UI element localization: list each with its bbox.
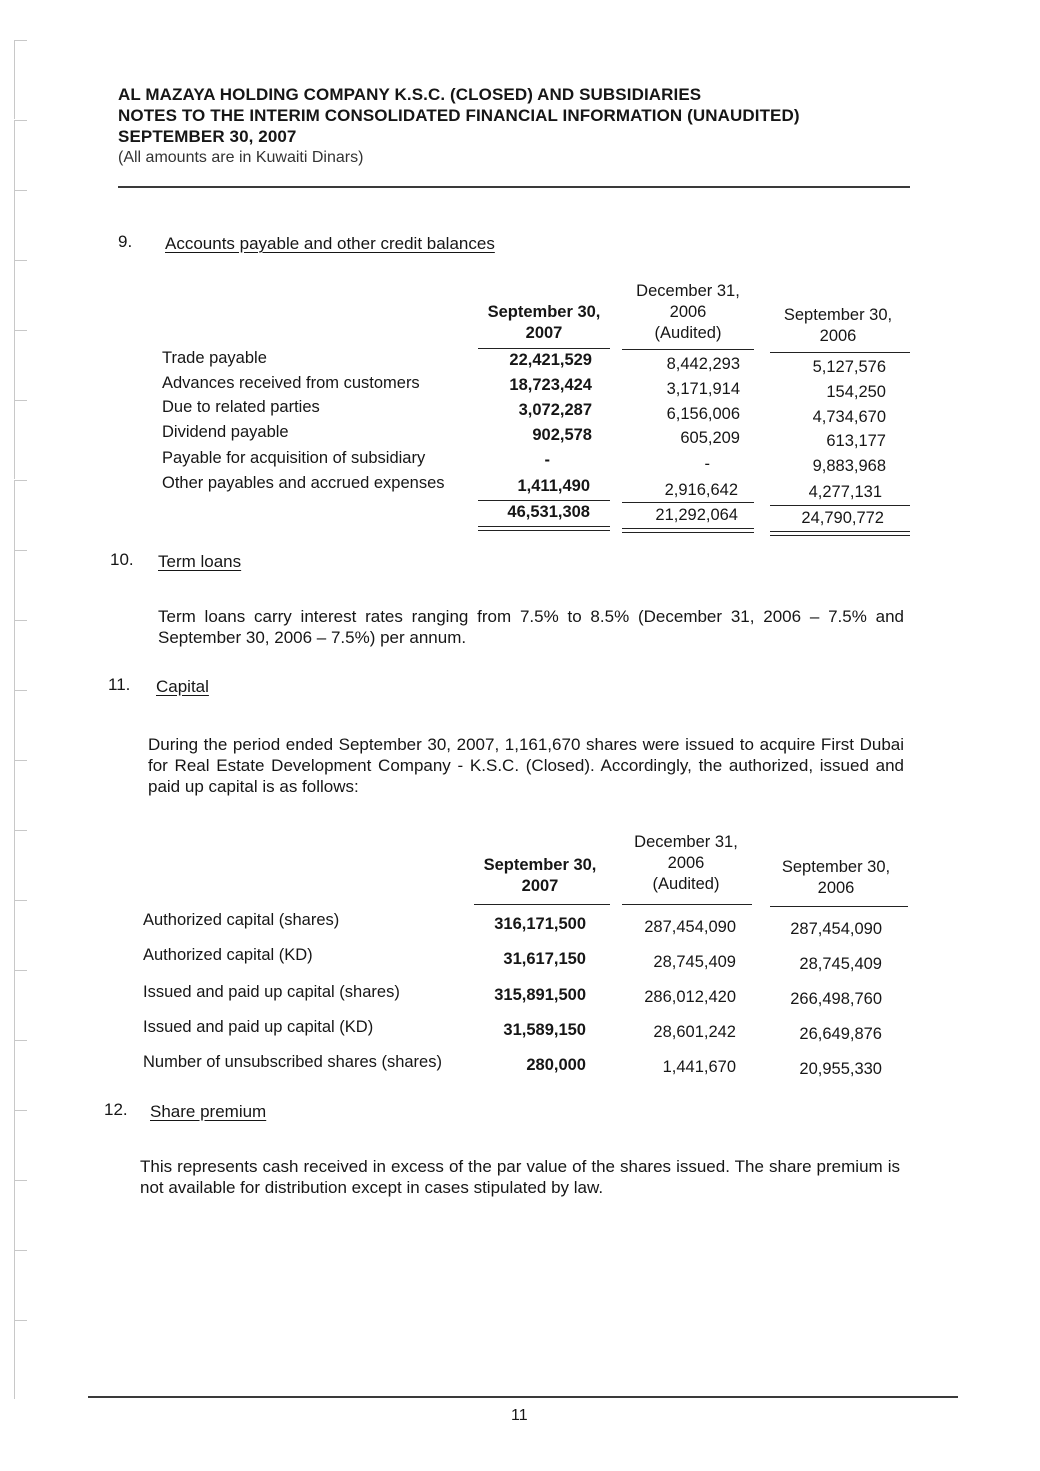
table-cell: 3,072,287 — [518, 401, 592, 419]
col-header-line — [762, 836, 910, 857]
binding-marks — [14, 40, 44, 1440]
header-rule — [118, 186, 910, 188]
col-header-line: 2006 — [819, 327, 857, 345]
amounts-note: (All amounts are in Kuwaiti Dinars) — [118, 149, 364, 166]
report-date: SEPTEMBER 30, 2007 — [118, 127, 297, 146]
table-row-label: Authorized capital (shares) — [143, 911, 340, 929]
note-11-title: Capital — [156, 677, 209, 696]
table-cell: 28,745,409 — [653, 953, 736, 971]
total-double-line — [770, 531, 910, 536]
binding-mark — [14, 330, 27, 409]
table-cell: 286,012,420 — [644, 988, 736, 1006]
capital-col-2-header — [616, 832, 756, 895]
note-10-title: Term loans — [158, 552, 242, 571]
table-row-label: Trade payable — [162, 349, 267, 367]
table-cell: 31,589,150 — [503, 1021, 586, 1039]
header-underline — [474, 904, 610, 905]
capital-col-1-header — [470, 834, 610, 897]
note-12-title: Share premium — [150, 1102, 267, 1121]
capital-col-3-header — [762, 836, 910, 899]
col-header-line — [764, 284, 912, 305]
payables-col-2-header — [618, 281, 758, 344]
page-number: 11 — [511, 1407, 528, 1424]
binding-mark — [14, 40, 27, 119]
table-cell: 18,723,424 — [509, 376, 592, 394]
binding-mark — [14, 1040, 27, 1119]
table-row-label: Other payables and accrued expenses — [162, 474, 445, 492]
table-cell: 31,617,150 — [503, 950, 586, 968]
header-underline — [770, 906, 908, 907]
header-underline — [622, 904, 752, 905]
binding-mark — [14, 1180, 27, 1259]
table-cell: - — [544, 451, 550, 469]
note-12-text: This represents cash received in excess of the par value of the shares issued. The share premium is not available for distribution except in cases stipulated by law. — [140, 1157, 900, 1197]
binding-mark — [14, 190, 27, 269]
table-cell: 9,883,968 — [812, 457, 886, 475]
note-10-text: Term loans carry interest rates ranging from 7.5% to 8.5% (December 31, 2006 – 7.5% and September 30, 2006 – 7.5%) per annum. — [158, 607, 904, 647]
table-cell: 613,177 — [826, 432, 886, 450]
table-cell: 22,421,529 — [509, 351, 592, 369]
col-header-line: (Audited) — [654, 324, 722, 342]
table-row-label: Number of unsubscribed shares (shares) — [143, 1053, 442, 1071]
table-cell: 1,411,490 — [517, 477, 590, 495]
notes-title: NOTES TO THE INTERIM CONSOLIDATED FINANCIAL INFORMATION (UNAUDITED) — [118, 106, 800, 125]
table-row-label: Dividend payable — [162, 423, 289, 441]
note-10-number: 10. — [110, 550, 134, 569]
binding-mark — [14, 620, 27, 699]
table-cell: 3,171,914 — [666, 380, 740, 398]
table-row-label: Payable for acquisition of subsidiary — [162, 449, 426, 467]
header-underline — [770, 352, 910, 353]
table-row-label: Due to related parties — [162, 398, 320, 416]
binding-mark — [14, 1320, 27, 1399]
binding-mark — [14, 970, 27, 1049]
binding-mark — [14, 260, 27, 339]
binding-mark — [14, 1250, 27, 1329]
binding-mark — [14, 480, 27, 559]
table-total: 46,531,308 — [507, 503, 590, 521]
col-header-line: September 30, — [783, 306, 893, 324]
table-cell: 28,745,409 — [799, 955, 882, 973]
table-cell: 4,734,670 — [812, 408, 886, 426]
note-11-text: During the period ended September 30, 2007, 1,161,670 shares were issued to acquire First Dubai for Real Estate Development Company - K.S.C. (Closed). Accordingly, the authorized, issued and paid up capital is as follows: — [148, 735, 904, 796]
binding-mark — [14, 400, 27, 479]
table-cell: 6,156,006 — [666, 405, 740, 423]
total-double-line — [478, 526, 610, 531]
table-cell: 2,916,642 — [664, 481, 738, 499]
col-header-line: 2006 — [669, 303, 707, 321]
subtotal-line — [770, 505, 910, 506]
table-cell: 266,498,760 — [790, 990, 882, 1008]
table-cell: 902,578 — [532, 426, 592, 444]
subtotal-line — [622, 502, 754, 503]
col-header-line: September 30, — [781, 858, 891, 876]
binding-mark — [14, 1110, 27, 1189]
binding-mark — [14, 760, 27, 839]
col-header-line — [470, 834, 610, 855]
table-cell: 20,955,330 — [799, 1060, 882, 1078]
table-cell: 316,171,500 — [494, 915, 586, 933]
table-cell: 287,454,090 — [790, 920, 882, 938]
table-cell: 154,250 — [826, 383, 886, 401]
col-header-line: 2006 — [667, 854, 705, 872]
col-header-line: 2007 — [521, 877, 559, 895]
table-cell: 287,454,090 — [644, 918, 736, 936]
subtotal-line — [478, 500, 610, 501]
payables-col-1-header — [474, 281, 614, 344]
table-cell: 26,649,876 — [799, 1025, 882, 1043]
table-total: 21,292,064 — [655, 506, 738, 524]
header-underline — [622, 349, 754, 350]
table-row-label: Advances received from customers — [162, 374, 420, 392]
col-header-line — [474, 281, 614, 302]
col-header-line: September 30, — [487, 303, 601, 321]
header-underline — [478, 348, 610, 349]
note-9-title: Accounts payable and other credit balances — [165, 234, 495, 253]
note-9-number: 9. — [118, 232, 133, 251]
col-header-line: 2007 — [525, 324, 563, 342]
document-header — [118, 84, 800, 168]
table-cell: 280,000 — [526, 1056, 586, 1074]
footer-rule — [88, 1396, 958, 1398]
table-cell: 4,277,131 — [808, 483, 882, 501]
table-cell: 5,127,576 — [812, 358, 886, 376]
binding-mark — [14, 900, 27, 979]
payables-col-3-header — [764, 284, 912, 347]
table-cell: 605,209 — [680, 429, 740, 447]
table-cell: 1,441,670 — [662, 1058, 736, 1076]
table-cell: 8,442,293 — [666, 355, 740, 373]
binding-mark — [14, 550, 27, 629]
company-name: AL MAZAYA HOLDING COMPANY K.S.C. (CLOSED) AND SUBSIDIARIES — [118, 85, 702, 104]
table-cell: - — [704, 455, 710, 473]
table-cell: 315,891,500 — [494, 986, 586, 1004]
total-double-line — [622, 528, 754, 533]
table-total: 24,790,772 — [801, 509, 884, 527]
binding-mark — [14, 690, 27, 769]
note-12-number: 12. — [104, 1100, 128, 1119]
table-row-label: Authorized capital (KD) — [143, 946, 313, 964]
table-row-label: Issued and paid up capital (shares) — [143, 983, 400, 1001]
table-cell: 28,601,242 — [653, 1023, 736, 1041]
binding-mark — [14, 830, 27, 909]
col-header-line: September 30, — [483, 856, 597, 874]
col-header-line: (Audited) — [652, 875, 720, 893]
note-11-number: 11. — [108, 675, 131, 694]
col-header-line: 2006 — [817, 879, 855, 897]
col-header-line: December 31, — [634, 833, 738, 851]
table-row-label: Issued and paid up capital (KD) — [143, 1018, 374, 1036]
col-header-line: December 31, — [636, 282, 740, 300]
binding-mark — [14, 120, 27, 199]
